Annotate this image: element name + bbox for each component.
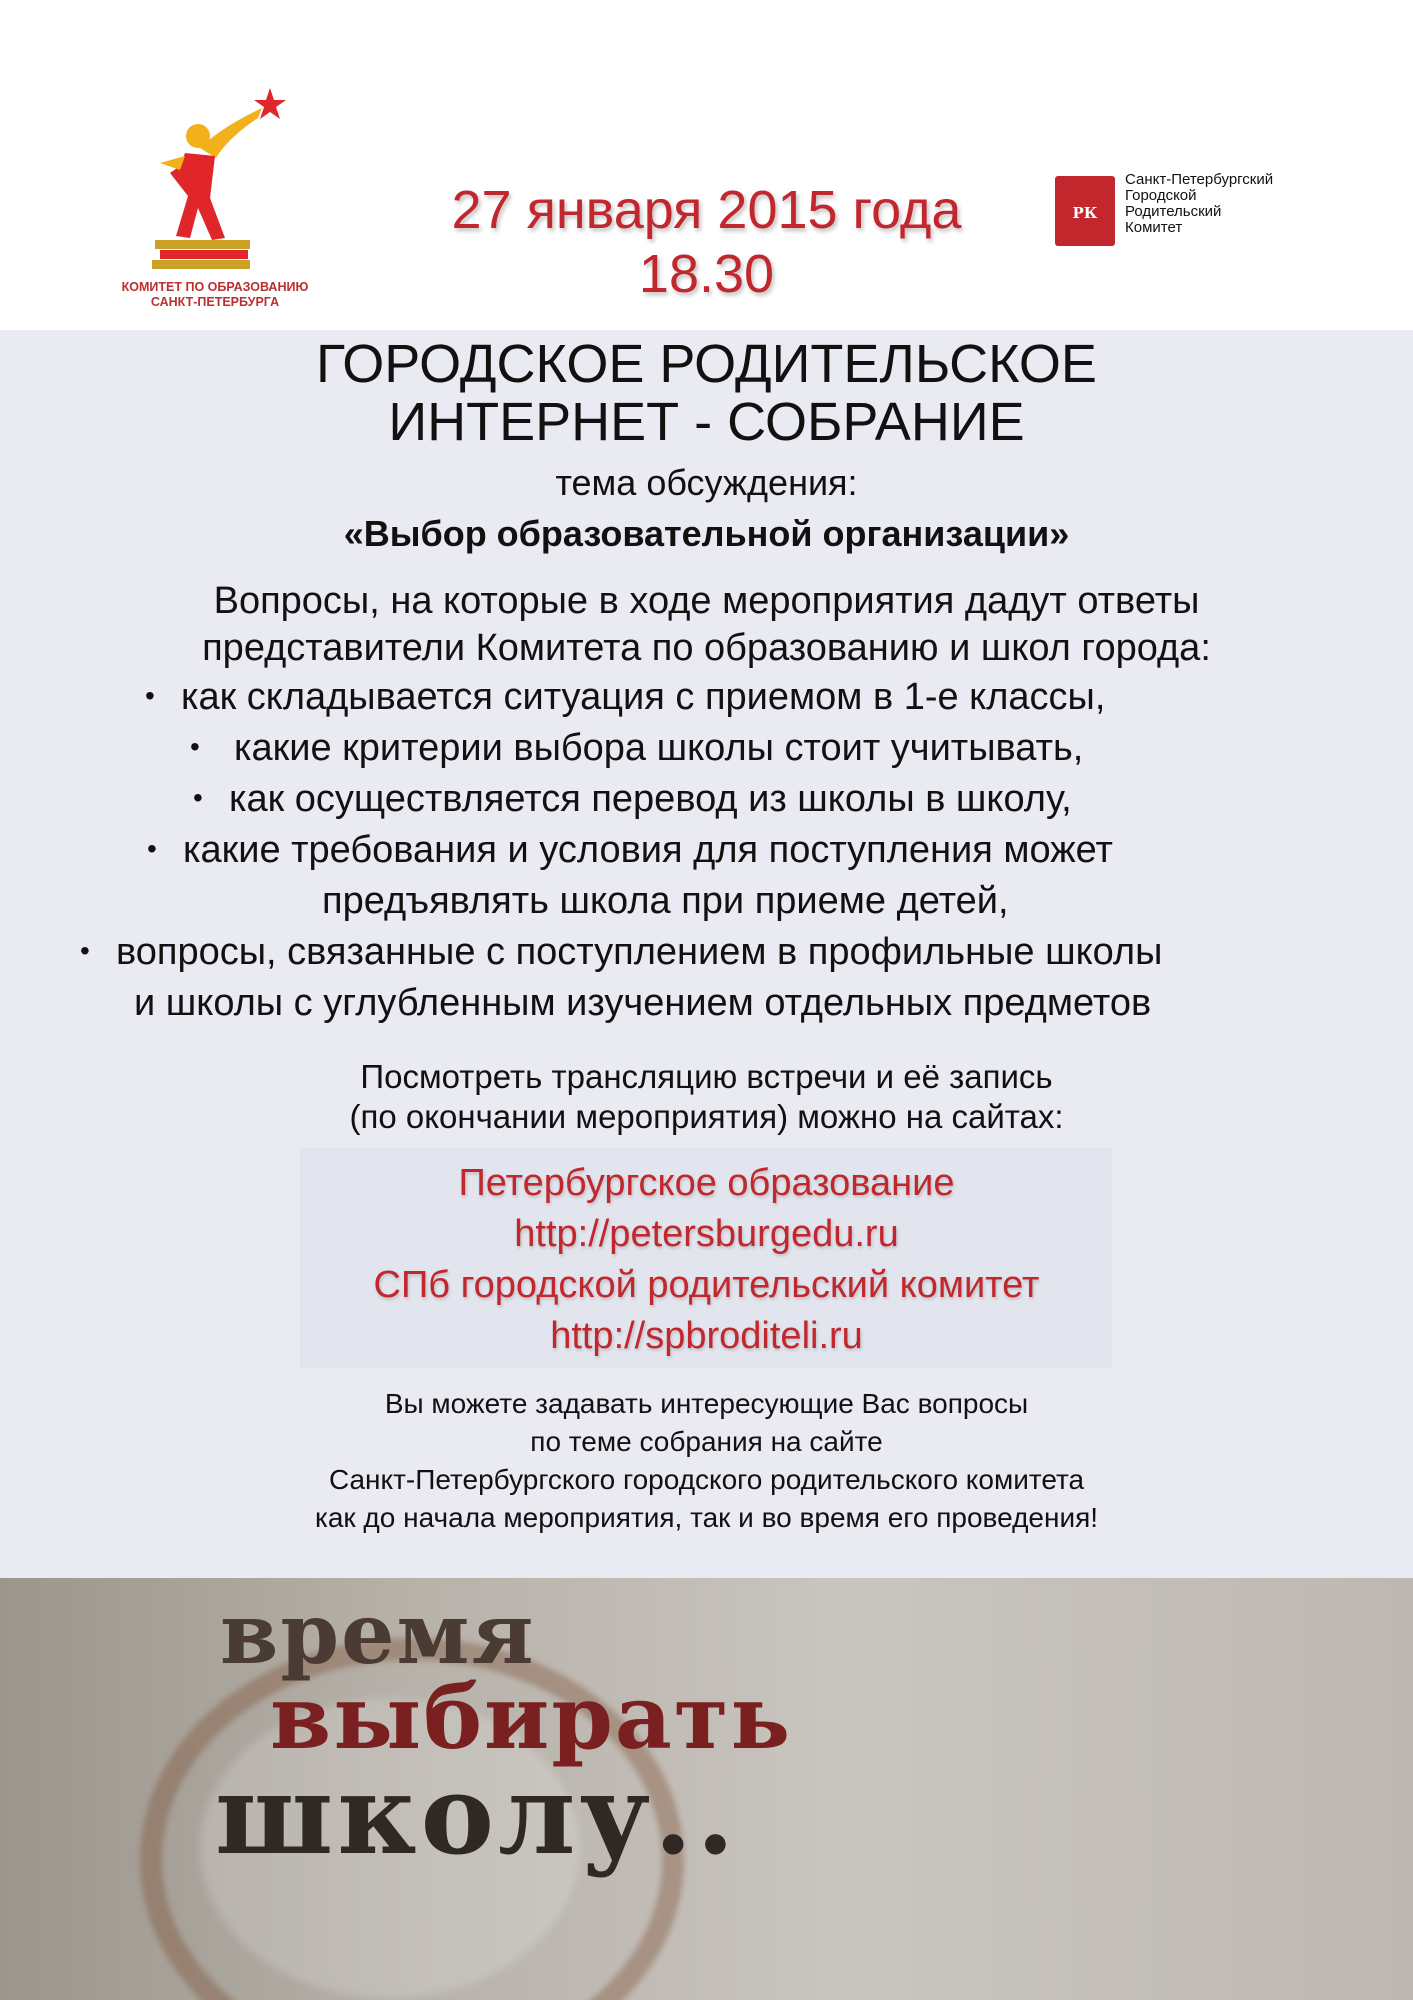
broadcast-info: Посмотреть трансляцию встречи и её запись (по окончании мероприятия) можно на сайтах: bbox=[349, 1058, 1064, 1135]
parents-committee-logo bbox=[1055, 172, 1315, 252]
education-committee-logo bbox=[95, 78, 335, 318]
list-item-continuation: предъявлять школа при приеме детей, bbox=[322, 880, 1009, 922]
slogan-line-3: школу.. bbox=[215, 1750, 739, 1879]
date-text: 27 января 2015 года bbox=[451, 180, 962, 240]
questions-intro: Вопросы, на которые в ходе мероприятия дадут ответы представители Комитета по образованию и школ города: bbox=[202, 580, 1211, 669]
site-link-spbroditeli[interactable]: http://spbroditeli.ru bbox=[550, 1315, 863, 1357]
sites-list bbox=[0, 1158, 1413, 1362]
questions-note: Вы можете задавать интересующие Вас вопросы по теме собрания на сайте Санкт-Петербургского городского родительского комитета как до начала мероприятия, так и во время его проведения! bbox=[314, 1388, 1099, 1533]
parents-committee-name: Санкт-Петербургский Городской Родительский Комитет bbox=[1125, 171, 1274, 236]
topic-label: тема обсуждения: bbox=[555, 462, 858, 503]
time-text: 18.30 bbox=[638, 244, 775, 304]
event-title: ГОРОДСКОЕ РОДИТЕЛЬСКОЕ ИНТЕРНЕТ - СОБРАНИЕ bbox=[316, 334, 1097, 452]
topic-title: «Выбор образовательной организации» bbox=[343, 513, 1070, 554]
list-item: • какие требования и условия для поступления может bbox=[147, 829, 1113, 871]
slogan-line-1: время bbox=[220, 1584, 536, 1683]
list-item-continuation: и школы с углубленным изучением отдельных предметов bbox=[134, 982, 1152, 1024]
slogan-line-2: выбирать bbox=[270, 1665, 793, 1769]
list-item: • вопросы, связанные с поступлением в профильные школы bbox=[80, 931, 1163, 973]
logo-caption: КОМИТЕТ ПО ОБРАЗОВАНИЮ САНКТ-ПЕТЕРБУРГА bbox=[121, 280, 309, 309]
site-name-spbroditeli: СПб городской родительский комитет bbox=[373, 1264, 1040, 1306]
site-link-petersburgedu[interactable]: http://petersburgedu.ru bbox=[514, 1213, 899, 1255]
star-figure-icon bbox=[140, 78, 290, 278]
event-date bbox=[300, 178, 1113, 306]
rk-badge-icon: РК bbox=[1055, 176, 1115, 246]
header bbox=[0, 0, 1413, 330]
list-item: • как складывается ситуация с приемом в 1-е классы, bbox=[145, 676, 1106, 718]
list-item: • какие критерии выбора школы стоит учитывать, bbox=[190, 727, 1084, 769]
list-item: • как осуществляется перевод из школы в школу, bbox=[193, 778, 1072, 820]
site-name-petersburgedu: Петербургское образование bbox=[458, 1162, 955, 1204]
